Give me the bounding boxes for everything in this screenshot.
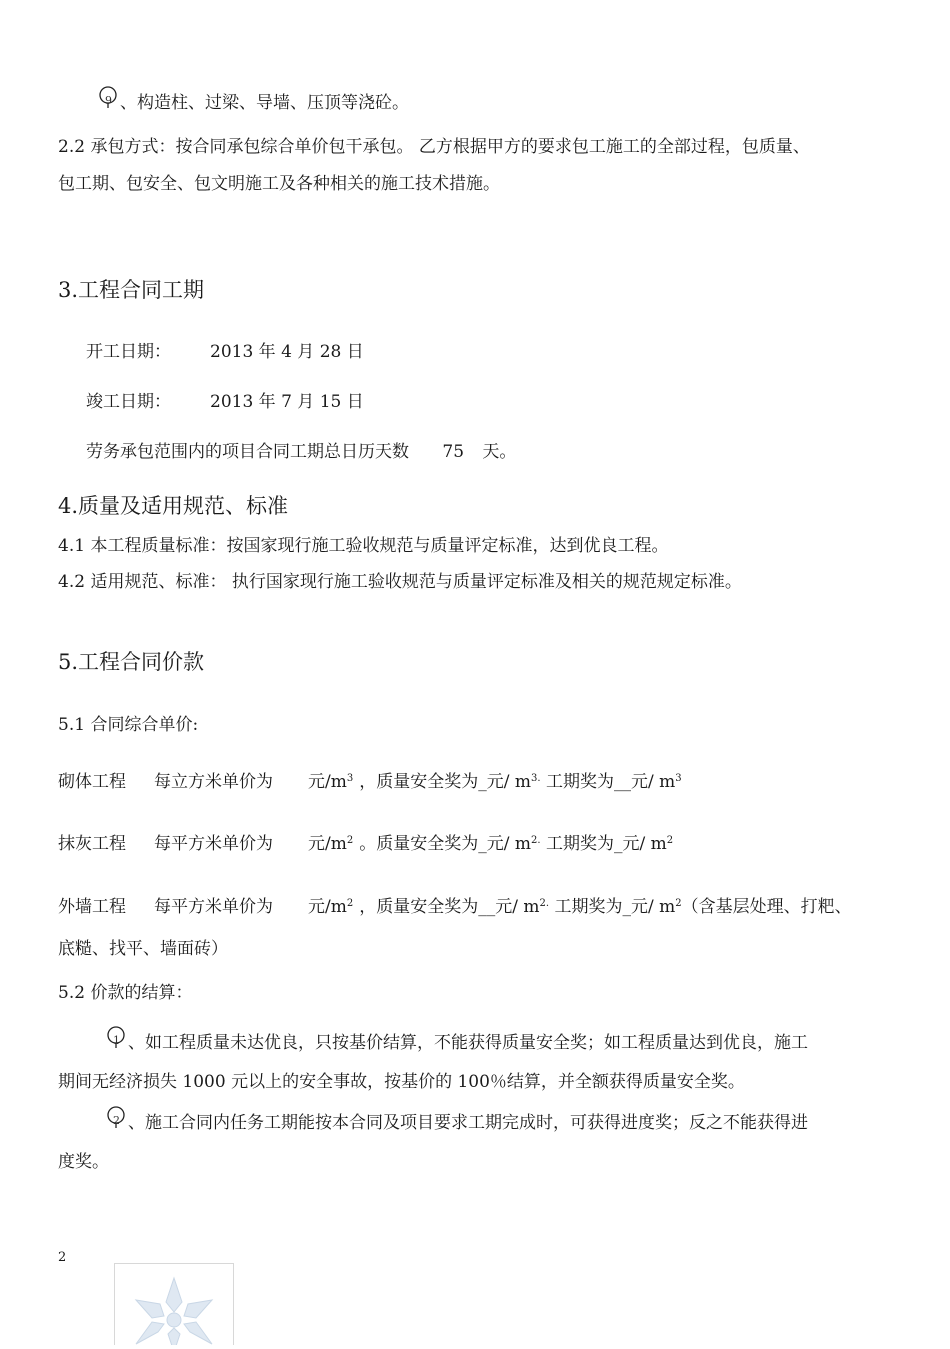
- schedule-bonus: 工期奖为_元/ m: [549, 897, 676, 917]
- work-type: 抹灰工程: [58, 834, 126, 854]
- marker-number: 9: [105, 94, 112, 107]
- safety-bonus: 。质量安全奖为_元/ m: [359, 834, 531, 854]
- end-date-value: 2013 年 7 月 15 日: [210, 392, 364, 412]
- total-days-unit: 天。: [482, 442, 517, 462]
- paragraph-2-2-line-2: 包工期、包安全、包文明施工及各种相关的施工技术措施。: [58, 174, 500, 194]
- start-date-value: 2013 年 4 月 28 日: [210, 342, 364, 362]
- total-days-row: [86, 441, 516, 463]
- list-item-9: [98, 90, 409, 114]
- end-date-row: [86, 391, 364, 413]
- section-5-heading: 5.工程合同价款: [58, 650, 205, 674]
- start-date-label: 开工日期：: [86, 342, 171, 362]
- price-row-masonry: [58, 771, 682, 793]
- scope-note: （含基层处理、打粑、: [681, 897, 852, 917]
- exponent: 2: [346, 898, 354, 909]
- settlement-item-1: [106, 1030, 808, 1054]
- settlement-item-1-text: 、如工程质量未达优良，只按基价结算，不能获得质量安全奖；如工程质量达到优良，施工: [128, 1033, 808, 1053]
- exponent: 2: [346, 835, 354, 846]
- circle-number-icon: [98, 90, 120, 112]
- settlement-item-2-text: 、施工合同内任务工期能按本合同及项目要求工期完成时，可获得进度奖；反之不能获得进: [128, 1113, 808, 1133]
- settlement-item-2-line-2: 度奖。: [58, 1152, 109, 1172]
- schedule-bonus: 工期奖为_元/ m: [540, 834, 667, 854]
- work-type: 外墙工程: [58, 897, 126, 917]
- section-4-heading: 4.质量及适用规范、标准: [58, 494, 289, 518]
- end-date-label: 竣工日期：: [86, 392, 171, 412]
- exponent: 2: [675, 898, 682, 909]
- settlement-item-2: [106, 1110, 808, 1134]
- list-item-text: 、构造柱、过梁、导墙、压顶等浇砼。: [120, 93, 409, 113]
- unit-price-desc: 每平方米单价为: [154, 897, 273, 917]
- section-5-1: 5.1 合同综合单价:: [58, 715, 199, 735]
- unit-price-unit: 元/m: [308, 772, 347, 792]
- unit-price-unit: 元/m: [308, 834, 347, 854]
- unit-price-unit: 元/m: [308, 897, 347, 917]
- settlement-item-1-line-2: 期间无经济损失 1000 元以上的安全事故，按基价的 100％结算，并全额获得质量安全奖。: [58, 1072, 745, 1092]
- paragraph-2-2-line-1: 2.2 承包方式：按合同承包综合单价包干承包。 乙方根据甲方的要求包工施工的全部过程，包质量、: [58, 137, 810, 157]
- safety-bonus: ，质量安全奖为_元/ m: [359, 772, 531, 792]
- section-4-1: 4.1 本工程质量标准：按国家现行施工验收规范与质量评定标准，达到优良工程。: [58, 536, 669, 556]
- exponent: 2.: [539, 898, 550, 909]
- marker-number: 2: [113, 1114, 120, 1127]
- section-5-2: 5.2 价款的结算：: [58, 983, 193, 1003]
- section-3-heading: 3.工程合同工期: [58, 278, 205, 302]
- snowflake-icon: [115, 1264, 233, 1345]
- section-4-2: 4.2 适用规范、标准： 执行国家现行施工验收规范与质量评定标准及相关的规范规定标准。: [58, 572, 742, 592]
- circle-number-icon: [106, 1030, 128, 1052]
- exponent: 2.: [531, 835, 541, 846]
- start-date-row: [86, 341, 364, 363]
- exponent: 3.: [531, 773, 541, 784]
- price-row-exterior-line-2: 底糙、找平、墙面砖）: [58, 939, 228, 959]
- unit-price-desc: 每平方米单价为: [154, 834, 273, 854]
- circle-number-icon: [106, 1110, 128, 1132]
- price-row-plaster: [58, 833, 673, 855]
- exponent: 3: [346, 773, 354, 784]
- exponent: 2: [666, 835, 674, 846]
- total-days-value: 75: [442, 442, 465, 462]
- total-days-label: 劳务承包范围内的项目合同工期总日历天数: [86, 442, 409, 462]
- exponent: 3: [675, 773, 682, 784]
- marker-number: 1: [113, 1034, 120, 1047]
- page-number: 2: [58, 1250, 67, 1265]
- watermark-logo: [114, 1263, 234, 1345]
- unit-price-desc: 每立方米单价为: [154, 772, 273, 792]
- safety-bonus: ，质量安全奖为__元/ m: [359, 897, 540, 917]
- price-row-exterior: [58, 896, 852, 918]
- work-type: 砌体工程: [58, 772, 126, 792]
- schedule-bonus: 工期奖为__元/ m: [540, 772, 676, 792]
